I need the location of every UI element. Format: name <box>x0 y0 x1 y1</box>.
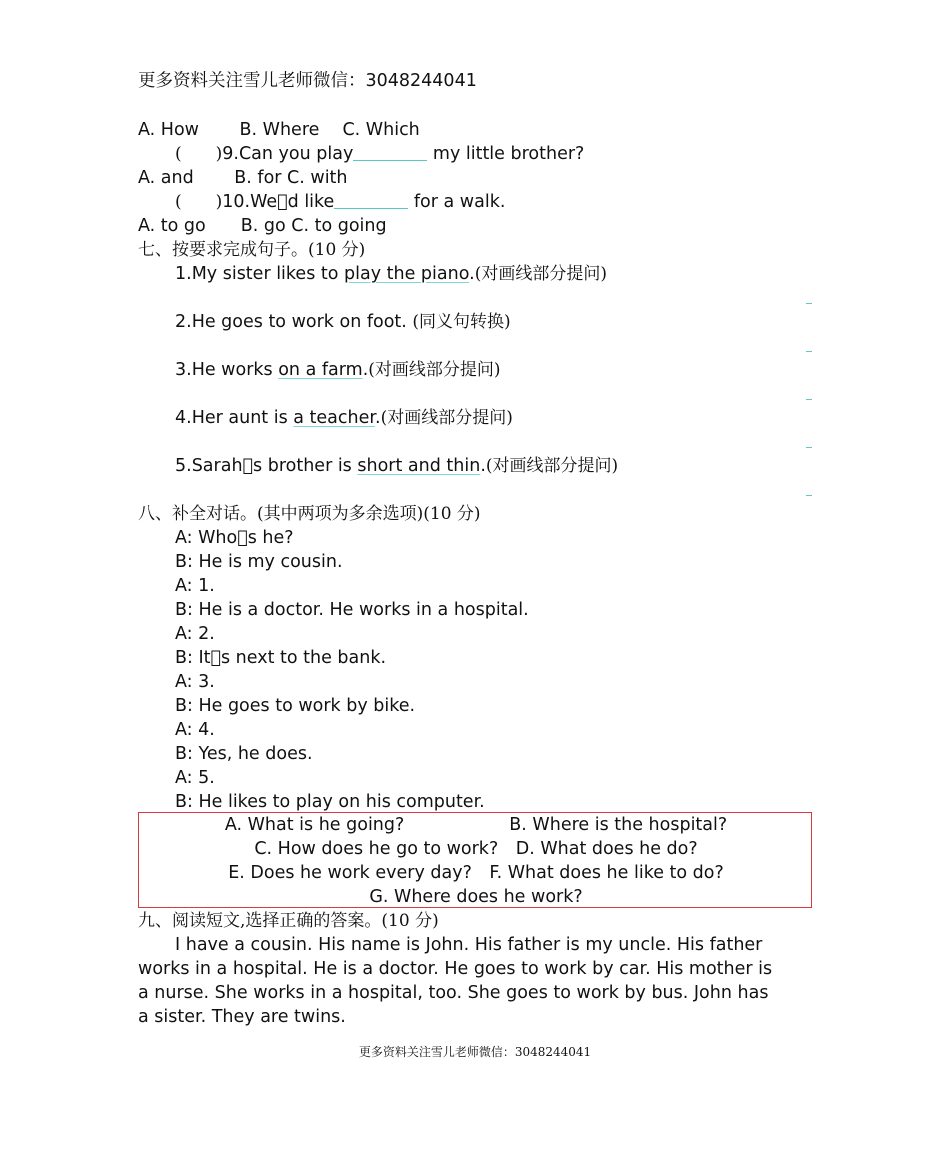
q8-options: A. How B. Where C. Which <box>138 120 420 140</box>
dialogue-line: B: He goes to work by bike. <box>175 696 416 716</box>
options-box <box>138 812 812 908</box>
q10-text-after: for a walk. <box>408 192 506 212</box>
s7-instruction: (同义句转换) <box>412 312 511 332</box>
passage-line: a nurse. She works in a hospital, too. She goes to work by bus. John has <box>138 983 769 1003</box>
page-header: 更多资料关注雪儿老师微信：3048244041 <box>138 71 477 91</box>
dialogue-line: A: 5. <box>175 768 215 788</box>
answer-line-marker <box>806 303 812 304</box>
answer-line-marker <box>806 495 812 496</box>
options-line: C. How does he go to work? D. What does he do? <box>254 839 698 859</box>
s7-item-4 <box>175 406 513 430</box>
s7-underlined-part: a teacher <box>293 408 375 428</box>
s7-instruction: (对画线部分提问) <box>380 408 513 428</box>
s7-item-text: 3.He works <box>175 360 279 380</box>
q10-options: A. to go B. go C. to going <box>138 216 387 236</box>
dialogue-line: A: 1. <box>175 576 215 596</box>
dialogue-line: A: 4. <box>175 720 215 740</box>
options-line: A. What is he going? B. Where is the hospital? <box>224 815 728 835</box>
s7-item-2 <box>175 310 511 334</box>
s7-item-text: . <box>374 408 381 428</box>
dialogue-line: B: It s next to the bank. <box>175 648 387 668</box>
passage-line: works in a hospital. He is a doctor. He goes to work by car. His mother is <box>138 959 773 979</box>
section9-heading: 九、阅读短文,选择正确的答案。(10 分) <box>138 911 439 931</box>
q10-line <box>175 190 505 214</box>
s7-item-1 <box>175 262 607 286</box>
s7-underlined-part: on a farm <box>278 360 363 380</box>
section8-heading: 八、补全对话。(其中两项为多余选项)(10 分) <box>138 504 481 524</box>
dialogue-line: A: 2. <box>175 624 215 644</box>
q9-options: A. and B. for C. with <box>138 168 348 188</box>
s7-item-text: 2.He goes to work on foot. <box>175 312 413 332</box>
q9-blank[interactable] <box>353 144 427 161</box>
dialogue-line: A: 3. <box>175 672 215 692</box>
passage-line: a sister. They are twins. <box>138 1007 346 1027</box>
dialogue-line: B: He is a doctor. He works in a hospital. <box>175 600 529 620</box>
q10-text-before: 10.We d like <box>222 192 335 212</box>
s7-instruction: (对画线部分提问) <box>368 360 501 380</box>
q10-answer-paren[interactable]: ( ) <box>175 192 223 212</box>
answer-line-marker <box>806 447 812 448</box>
s7-item-5 <box>175 454 618 478</box>
s7-underlined-part: short and thin <box>357 456 481 476</box>
options-line: G. Where does he work? <box>369 887 583 907</box>
answer-line-marker <box>806 399 812 400</box>
s7-item-text: . <box>362 360 369 380</box>
dialogue-line: A: Who s he? <box>175 528 294 548</box>
s7-instruction: (对画线部分提问) <box>474 264 607 284</box>
dialogue-line: B: He is my cousin. <box>175 552 343 572</box>
s7-item-text: . <box>480 456 486 476</box>
q9-line <box>175 142 584 166</box>
q10-blank[interactable] <box>334 192 408 209</box>
q9-text-after: my little brother? <box>427 144 585 164</box>
s7-item-3 <box>175 358 501 382</box>
s7-underlined-part: play the piano <box>344 264 470 284</box>
q9-answer-paren[interactable]: ( ) <box>175 144 223 164</box>
dialogue-line: B: Yes, he does. <box>175 744 313 764</box>
page-footer: 更多资料关注雪儿老师微信：3048244041 <box>358 1045 592 1059</box>
s7-instruction: (对画线部分提问) <box>485 456 619 476</box>
section7-heading: 七、按要求完成句子。(10 分) <box>138 240 366 260</box>
s7-item-text: 1.My sister likes to <box>175 264 345 284</box>
q9-text-before: 9.Can you play <box>222 144 354 164</box>
dialogue-line: B: He likes to play on his computer. <box>175 792 485 812</box>
s7-item-text: 5.Sarah s brother is <box>175 456 358 476</box>
s7-item-text: 4.Her aunt is <box>175 408 294 428</box>
answer-line-marker <box>806 351 812 352</box>
s7-item-text: . <box>469 264 475 284</box>
passage-line: I have a cousin. His name is John. His father is my uncle. His father <box>175 935 763 955</box>
options-line: E. Does he work every day? F. What does he like to do? <box>228 863 724 883</box>
